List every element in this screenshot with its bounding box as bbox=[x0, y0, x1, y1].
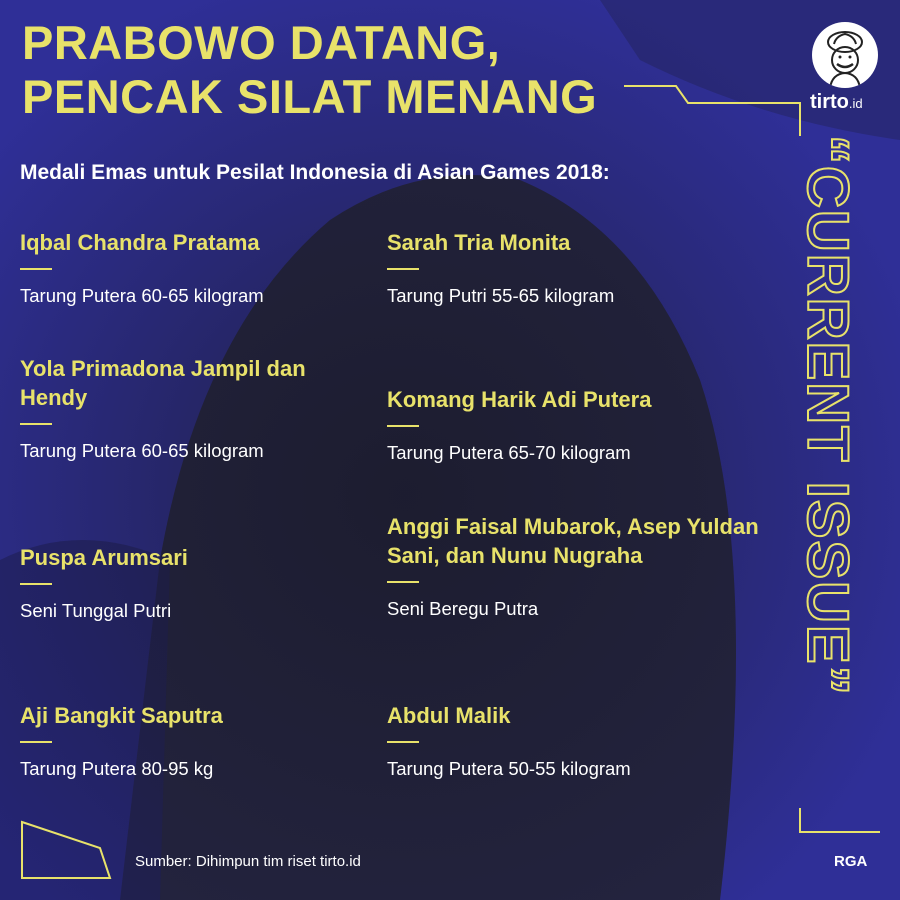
medalist-event: Seni Tunggal Putri bbox=[20, 600, 172, 621]
medalist-name: Puspa Arumsari bbox=[20, 545, 188, 570]
title-line-1: PRABOWO DATANG, bbox=[22, 16, 501, 69]
medalist-entry bbox=[20, 228, 380, 308]
current-issue-label: “CURRENT ISSUE” bbox=[795, 135, 860, 697]
medalist-entry bbox=[20, 701, 380, 781]
medalist-entry bbox=[387, 701, 747, 781]
brand-name: tirto bbox=[810, 91, 849, 113]
medalist-event: Tarung Putera 50-55 kilogram bbox=[387, 758, 631, 779]
medalist-event: Seni Beregu Putra bbox=[387, 598, 539, 619]
title-line-2: PENCAK SILAT MENANG bbox=[22, 70, 598, 123]
brand-suffix: .id bbox=[848, 96, 863, 111]
medalist-entry bbox=[387, 385, 747, 465]
divider bbox=[20, 423, 52, 425]
medalist-entry bbox=[387, 228, 747, 308]
subtitle: Medali Emas untuk Pesilat Indonesia di Asian Games 2018: bbox=[20, 161, 610, 184]
medalist-name: Komang Harik Adi Putera bbox=[387, 387, 652, 412]
medalist-entry bbox=[387, 512, 777, 621]
designer-credit: RGA bbox=[834, 853, 868, 870]
divider bbox=[387, 581, 419, 583]
medalist-name: Iqbal Chandra Pratama bbox=[20, 230, 260, 255]
divider bbox=[20, 583, 52, 585]
medalist-entry bbox=[20, 354, 320, 463]
medalist-event: Tarung Putera 60-65 kilogram bbox=[20, 440, 264, 461]
medalist-name: Aji Bangkit Saputra bbox=[20, 703, 223, 728]
medalist-name: Yola Primadona Jampil dan Hendy bbox=[20, 356, 306, 410]
medalist-event: Tarung Putera 60-65 kilogram bbox=[20, 285, 264, 306]
source-note: Sumber: Dihimpun tim riset tirto.id bbox=[135, 853, 361, 870]
divider bbox=[387, 425, 419, 427]
divider bbox=[20, 741, 52, 743]
medalist-entry bbox=[20, 543, 380, 623]
divider bbox=[20, 268, 52, 270]
medalist-event: Tarung Putri 55-65 kilogram bbox=[387, 285, 615, 306]
medalist-name: Anggi Faisal Mubarok, Asep Yuldan Sani, dan Nunu Nugraha bbox=[387, 514, 759, 568]
page-title bbox=[22, 16, 597, 124]
brand-wordmark bbox=[810, 91, 863, 115]
turbaned-man-logo-icon bbox=[812, 22, 878, 88]
medalist-name: Abdul Malik bbox=[387, 703, 511, 728]
medalist-event: Tarung Putera 65-70 kilogram bbox=[387, 442, 631, 463]
medalist-name: Sarah Tria Monita bbox=[387, 230, 571, 255]
divider bbox=[387, 268, 419, 270]
medalist-event: Tarung Putera 80-95 kg bbox=[20, 758, 214, 779]
divider bbox=[387, 741, 419, 743]
